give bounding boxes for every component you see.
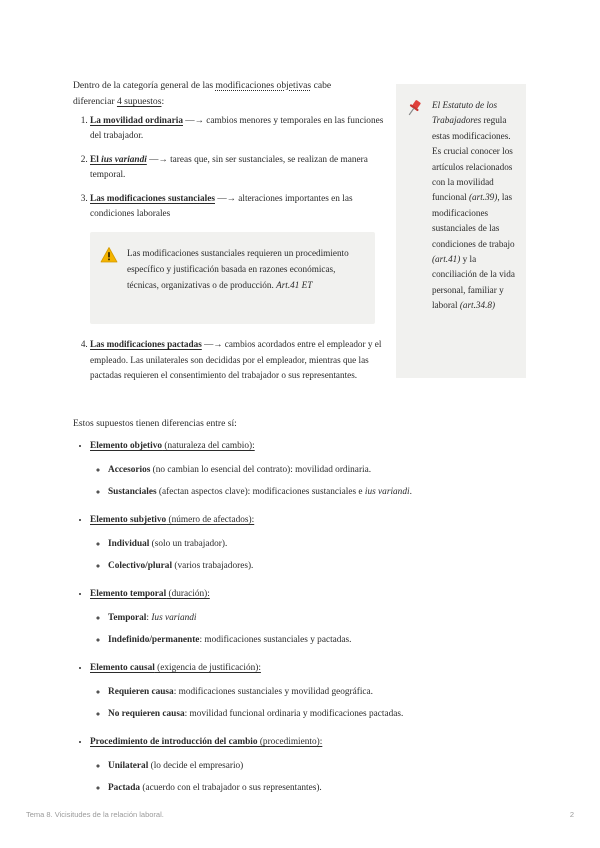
diff-item-italic: Ius variandi xyxy=(151,613,197,623)
supuesto-title-italic: ius variandi xyxy=(101,155,147,165)
diff-name: Elemento causal xyxy=(90,663,155,673)
intro-text-2: cabe diferenciar xyxy=(73,80,332,107)
diff-item-text: : modificaciones sustanciales y pactadas. xyxy=(199,635,352,645)
intro-text-3: : xyxy=(161,96,165,107)
supuesto-text: cambios acordados entre el empleador y el empleado. Las unilaterales son decididas por el empleador, mientras que las pactadas requieren el consentimiento del trabajador o sus representantes. xyxy=(90,339,382,380)
supuesto-title: Las modificaciones sustanciales xyxy=(90,194,215,204)
sidebar-text-3: y la conciliación de la vida personal, familiar y laboral xyxy=(432,254,515,311)
diff-name: Elemento objetivo xyxy=(90,441,163,451)
diff-desc: (exigencia de justificación): xyxy=(154,663,261,673)
supuesto-text: alteraciones importantes en las condiciones laborales xyxy=(90,194,353,219)
pushpin-icon xyxy=(404,98,424,118)
diff-item-bold: Colectivo/plural xyxy=(108,561,173,571)
diff-item xyxy=(108,481,480,503)
diff-category xyxy=(90,655,480,725)
footer-title: Tema 8. Vicisitudes de la relación laboral. xyxy=(26,810,164,819)
intro-text-1: Dentro de la categoría general de las xyxy=(73,80,216,91)
warning-body: Las modificaciones sustanciales requieren un procedimiento específico y justificación basada en razones económicas, técnicas, organizativas o de producción. xyxy=(127,248,349,290)
intro-paragraph xyxy=(73,78,373,110)
diff-item xyxy=(108,629,480,651)
diff-item-text: (lo decide el empresario) xyxy=(148,761,244,771)
sidebar-ref-41: (art.41) xyxy=(432,254,461,265)
diff-item xyxy=(108,703,480,725)
supuesto-text: cambios menores y temporales en las funciones del trabajador. xyxy=(90,116,384,141)
diff-item xyxy=(108,555,480,577)
diff-item-italic: ius variandi xyxy=(364,487,410,497)
sidebar-italic: El Estatuto de los Trabajadores xyxy=(432,100,498,126)
arrow: —→ xyxy=(215,194,239,204)
diff-item-bold: Unilateral xyxy=(108,761,149,771)
diff-name: Procedimiento de introducción del cambio xyxy=(90,737,258,747)
supuesto-title: La movilidad ordinaria xyxy=(90,116,183,126)
diff-category xyxy=(90,729,480,799)
diffs-list xyxy=(73,433,480,803)
diff-item-bold: Pactada xyxy=(108,783,141,793)
list-item xyxy=(90,337,398,384)
list-item xyxy=(90,114,395,144)
diff-item-text: : movilidad funcional ordinaria y modificaciones pactadas. xyxy=(184,709,404,719)
supuesto-title xyxy=(90,155,147,165)
diff-item-text: (solo un trabajador). xyxy=(149,539,228,549)
diff-item xyxy=(108,607,480,629)
diff-item-bold: Sustanciales xyxy=(108,487,157,497)
arrow: —→ xyxy=(201,339,225,349)
diff-category xyxy=(90,581,480,651)
diff-item-text: (afectan aspectos clave): modificaciones sustanciales e xyxy=(156,487,365,497)
supuesto-title: Las modificaciones pactadas xyxy=(90,339,202,349)
diff-item-end: . xyxy=(409,487,412,497)
arrow: —→ xyxy=(182,116,207,126)
warning-ref: Art.41 ET xyxy=(276,280,313,290)
diff-category xyxy=(90,433,480,503)
supuestos-list-continued xyxy=(73,337,398,384)
warning-icon xyxy=(100,246,118,264)
sidebar-callout xyxy=(396,84,526,378)
diff-item xyxy=(108,533,480,555)
diff-item xyxy=(108,681,480,703)
diff-item-text: (no cambian lo esencial del contrato): movilidad ordinaria. xyxy=(150,465,372,475)
diff-item-text: : modificaciones sustanciales y movilidad geográfica. xyxy=(173,687,373,697)
supuesto-title-pre: El xyxy=(90,155,102,165)
list-item xyxy=(90,153,395,183)
intro-count: 4 supuestos xyxy=(116,96,162,107)
sidebar-text xyxy=(432,98,520,314)
arrow: —→ xyxy=(146,155,171,165)
intro-link: modificaciones objetivas xyxy=(215,80,312,91)
diff-name: Elemento temporal xyxy=(90,589,167,599)
sidebar-text-2: , las modificaciones sustanciales de las condiciones de trabajo xyxy=(432,192,515,249)
diff-item-text: (acuerdo con el trabajador o sus representantes). xyxy=(140,783,322,793)
diff-item-bold: No requieren causa xyxy=(108,709,185,719)
diff-desc: (naturaleza del cambio): xyxy=(162,441,255,451)
warning-callout xyxy=(90,232,375,324)
diff-desc: (número de afectados): xyxy=(166,515,255,525)
warning-text xyxy=(127,245,367,293)
diff-desc: (procedimiento): xyxy=(257,737,323,747)
page-number: 2 xyxy=(569,810,574,819)
sidebar-ref-34: (art.34.8) xyxy=(459,300,496,311)
sidebar-ref-39: (art.39) xyxy=(469,192,498,203)
diff-name: Elemento subjetivo xyxy=(90,515,167,525)
diff-item-bold: Requieren causa xyxy=(108,687,174,697)
page-footer xyxy=(26,810,574,819)
diff-item-text: : xyxy=(146,613,152,623)
sidebar-text-1: regula estas modificaciones. Es crucial conocer los artículos relacionados con la movilidad funcional xyxy=(432,115,513,203)
diff-item xyxy=(108,755,480,777)
diff-item xyxy=(108,459,480,481)
list-item xyxy=(90,192,395,222)
diff-item-bold: Temporal xyxy=(108,613,147,623)
diff-category xyxy=(90,507,480,577)
diff-item xyxy=(108,777,480,799)
diffs-intro: Estos supuestos tienen diferencias entre sí: xyxy=(73,418,237,429)
supuestos-list xyxy=(73,114,395,231)
diff-desc: (duración): xyxy=(166,589,210,599)
diff-item-bold: Accesorios xyxy=(108,465,151,475)
diff-item-text: (varios trabajadores). xyxy=(172,561,254,571)
diff-item-bold: Individual xyxy=(108,539,150,549)
supuesto-text: tareas que, sin ser sustanciales, se realizan de manera temporal. xyxy=(90,155,368,180)
diff-item-bold: Indefinido/permanente xyxy=(108,635,200,645)
